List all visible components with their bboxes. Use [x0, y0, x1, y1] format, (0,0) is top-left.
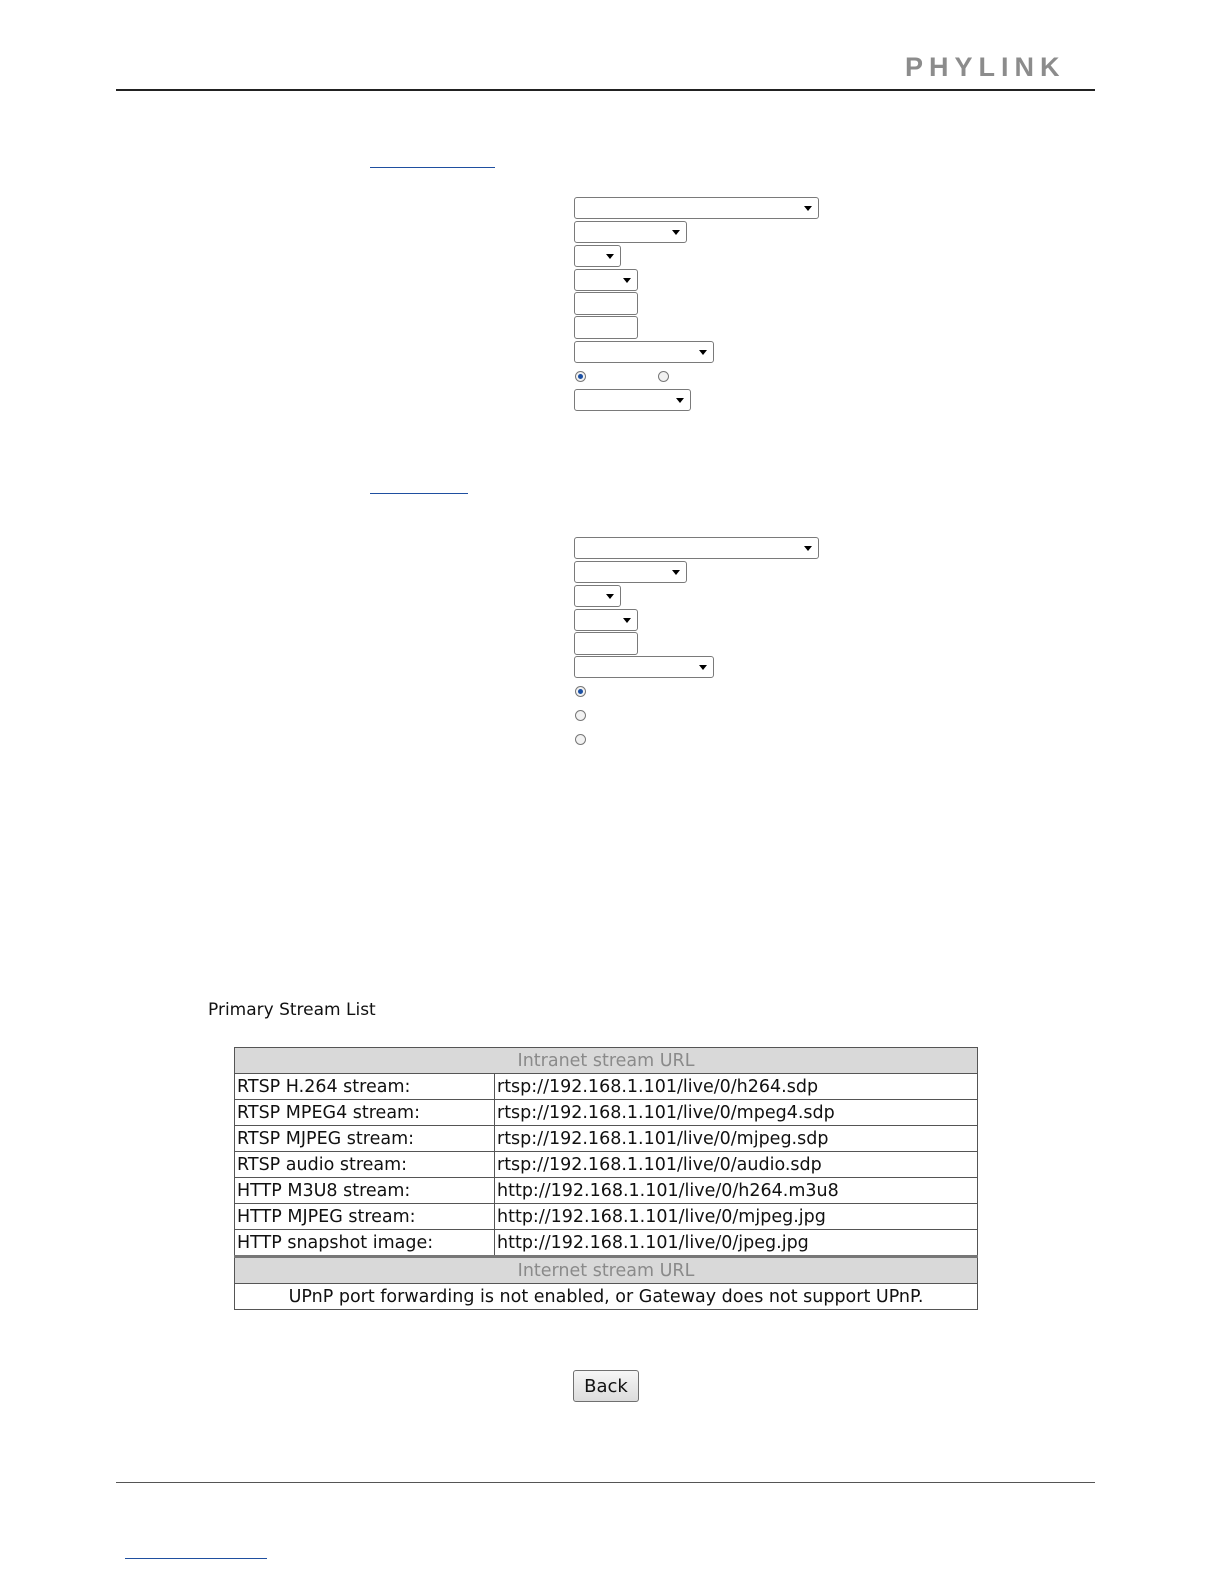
back-button[interactable]: Back: [573, 1370, 639, 1402]
stream-table: [234, 1047, 978, 1310]
section-link-1[interactable]: [370, 167, 495, 168]
profile-select-2[interactable]: [574, 656, 714, 678]
stream-name: RTSP H.264 stream:: [235, 1074, 495, 1100]
framerate-select-2[interactable]: [574, 585, 621, 607]
table-row: [235, 1230, 978, 1257]
table-row: [235, 1178, 978, 1204]
resolution-select[interactable]: [574, 221, 687, 243]
table-header-row: [235, 1048, 978, 1074]
table-row: [235, 1284, 978, 1310]
section-link-2[interactable]: [370, 493, 468, 494]
internet-header: Internet stream URL: [235, 1257, 978, 1284]
quality-select-2[interactable]: [574, 609, 638, 631]
stream-name: HTTP M3U8 stream:: [235, 1178, 495, 1204]
stream-url: http://192.168.1.101/live/0/jpeg.jpg: [495, 1230, 978, 1257]
stream-name: HTTP snapshot image:: [235, 1230, 495, 1257]
option-radio-3[interactable]: [575, 734, 586, 745]
codec-select[interactable]: [574, 197, 819, 219]
stream-name: RTSP audio stream:: [235, 1152, 495, 1178]
table-row: [235, 1100, 978, 1126]
stream-url: rtsp://192.168.1.101/live/0/h264.sdp: [495, 1074, 978, 1100]
profile-select[interactable]: [574, 341, 714, 363]
mode-radio-2[interactable]: [658, 371, 669, 382]
table-row: [235, 1152, 978, 1178]
stream-url: rtsp://192.168.1.101/live/0/mpeg4.sdp: [495, 1100, 978, 1126]
option-radio-1[interactable]: [575, 686, 586, 697]
footer-link[interactable]: [125, 1558, 267, 1559]
stream-name: RTSP MPEG4 stream:: [235, 1100, 495, 1126]
framerate-select[interactable]: [574, 245, 621, 267]
codec-select-2[interactable]: [574, 537, 819, 559]
table-row: [235, 1074, 978, 1100]
footer-rule: [116, 1482, 1095, 1483]
stream-name: HTTP MJPEG stream:: [235, 1204, 495, 1230]
bitrate-input-2[interactable]: [574, 632, 638, 655]
quality-select[interactable]: [574, 269, 638, 291]
gop-input[interactable]: [574, 316, 638, 339]
table-row: [235, 1126, 978, 1152]
mode-radio-1[interactable]: [575, 371, 586, 382]
stream-name: RTSP MJPEG stream:: [235, 1126, 495, 1152]
stream-list-title: Primary Stream List: [208, 1000, 376, 1020]
bitrate-input[interactable]: [574, 292, 638, 315]
resolution-select-2[interactable]: [574, 561, 687, 583]
header-rule: [116, 89, 1095, 91]
table-row: [235, 1204, 978, 1230]
intranet-header: Intranet stream URL: [235, 1048, 978, 1074]
stream-url: http://192.168.1.101/live/0/h264.m3u8: [495, 1178, 978, 1204]
option-radio-2[interactable]: [575, 710, 586, 721]
table-header-row: [235, 1257, 978, 1284]
brand-logo: PHYLINK: [905, 52, 1066, 82]
upnp-note: UPnP port forwarding is not enabled, or Gateway does not support UPnP.: [235, 1284, 978, 1310]
stream-url: rtsp://192.168.1.101/live/0/mjpeg.sdp: [495, 1126, 978, 1152]
stream-url: rtsp://192.168.1.101/live/0/audio.sdp: [495, 1152, 978, 1178]
option-select[interactable]: [574, 389, 691, 411]
stream-url: http://192.168.1.101/live/0/mjpeg.jpg: [495, 1204, 978, 1230]
